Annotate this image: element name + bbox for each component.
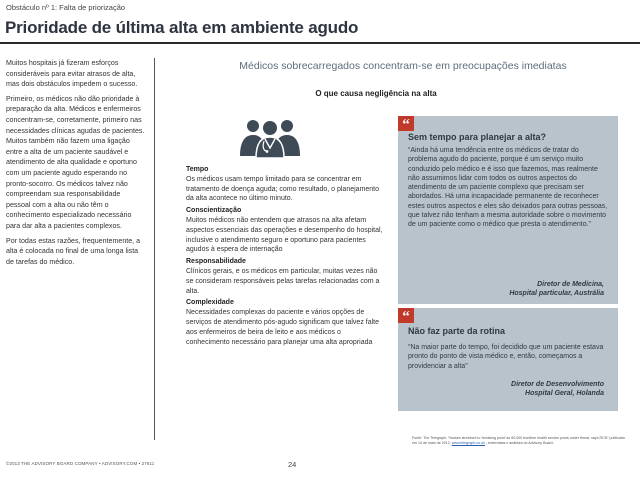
quote-attribution [414, 380, 604, 399]
quote-attribution-org: Hospital Geral, Holanda [525, 390, 604, 398]
footer-copyright: ©2013 THE ADVISORY BOARD COMPANY • ADVISORY.COM • 27611 [6, 461, 155, 466]
cause-text-awareness: Muitos médicos não entendem que atrasos na alta afetam aspectos essenciais das operações e desempenho do hospital, inclusive o atendimento seguro e oportuno para pacientes agudos à espera de internação [186, 216, 383, 254]
cause-title-complexity: Complexidade [186, 299, 234, 307]
left-paragraph-1: Muitos hospitais já fizeram esforços consideráveis para evitar atrasos de alta, mas dois obstáculos impedem o sucesso. [6, 59, 138, 89]
main-header: Médicos sobrecarregados concentram-se em preocupações imediatas [239, 60, 567, 72]
source-note-text: Fonte: The Telegraph, “Nurses stretched to ‘breaking point’ as 60,000 frontline health service posts under threat, says RCN” publicado em 14 de maio de 2012, [412, 436, 625, 445]
cause-title-awareness: Conscientização [186, 207, 242, 215]
quote-attribution [414, 280, 604, 299]
quote-mark-icon: “ [398, 308, 414, 323]
source-note-suffix: ; entrevistas e análises do Advisory Board. [485, 440, 554, 445]
cause-text-responsibility: Clínicos gerais, e os médicos em particular, muitas vezes não se consideram responsáveis pelas tarefas relacionadas com a alta. [186, 267, 380, 295]
quote-text: “Na maior parte do tempo, foi decidido que um paciente estava pronto do ponto de vista médico e, então, começamos a providenciar a alta” [408, 344, 604, 370]
quote-attribution-role: Diretor de Medicina, [537, 281, 604, 288]
quote-text: “Ainda há uma tendência entre os médicos de tratar do problema agudo do paciente, porque é um serviço muito conduzido pelo médico e é isso que fazemos, mas realmente não assumimos lidar com todos os outros aspectos do atendimento de um paciente complexo que precisam ser abordados. Há uma incapacidade permanente de reconhecer estes outros aspectos e eles são deixados para outras pessoas, que talvez não tenham a mesma autoridade sobre o movimento de um paciente como o médico que presta o atendimento.” [408, 147, 608, 229]
source-note [412, 436, 630, 445]
cause-title-responsibility: Responsabilidade [186, 258, 246, 266]
quote-box-not-routine [398, 308, 618, 411]
title-divider [0, 42, 640, 44]
quote-box-no-time [398, 116, 618, 304]
main-subheader: O que causa negligência na alta [315, 89, 437, 98]
quote-title: Não faz parte da rotina [408, 326, 506, 336]
quote-mark-icon: “ [398, 116, 414, 131]
quote-attribution-role: Diretor de Desenvolvimento [511, 381, 604, 388]
causes-list [186, 165, 386, 349]
quote-title: Sem tempo para planejar a alta? [408, 132, 547, 142]
source-link[interactable]: www.telegraph.co.uk [451, 440, 485, 445]
left-paragraph-2: Primeiro, os médicos não dão prioridade à preparação da alta. Médicos e enfermeiros concentram-se, corretamente, primeiro nas necessidades clínicas agudas de pacientes. Muitos também não fazem uma ligação entre a alta de um paciente saudável e atendimento de alta qualidade e oportuno com um paciente agudo esperando no pronto-socorro. Os médicos talvez não compreendam sua responsabilidade pessoal com a alta ou não têm o conhecimento especializado necessário para dar alta a pacientes complexos. [6, 94, 145, 230]
breadcrumb: Obstáculo nº 1: Falta de priorização [6, 3, 126, 12]
left-paragraph-3: Por todas estas razões, frequentemente, a alta é colocada no final de uma longa lista de tarefas do médico. [6, 236, 141, 266]
cause-text-time: Os médicos usam tempo limitado para se concentrar em tratamento de doença aguda; como resultado, o planejamento da alta acontece no último minuto. [186, 175, 380, 203]
doctors-group-icon [236, 118, 304, 163]
left-column [6, 58, 146, 271]
quote-attribution-org: Hospital particular, Austrália [509, 290, 604, 298]
page-title: Prioridade de última alta em ambiente agudo [5, 18, 359, 37]
column-divider [154, 58, 155, 440]
page-number: 24 [288, 460, 297, 469]
cause-title-time: Tempo [186, 166, 209, 173]
cause-text-complexity: Necessidades complexas do paciente e vários opções de serviços de atendimento pós-agudo significam que talvez falte aos enfermeiros de beira de leito e aos médicos o conhecimento necessário para planejar uma alta apropriada [186, 309, 379, 346]
